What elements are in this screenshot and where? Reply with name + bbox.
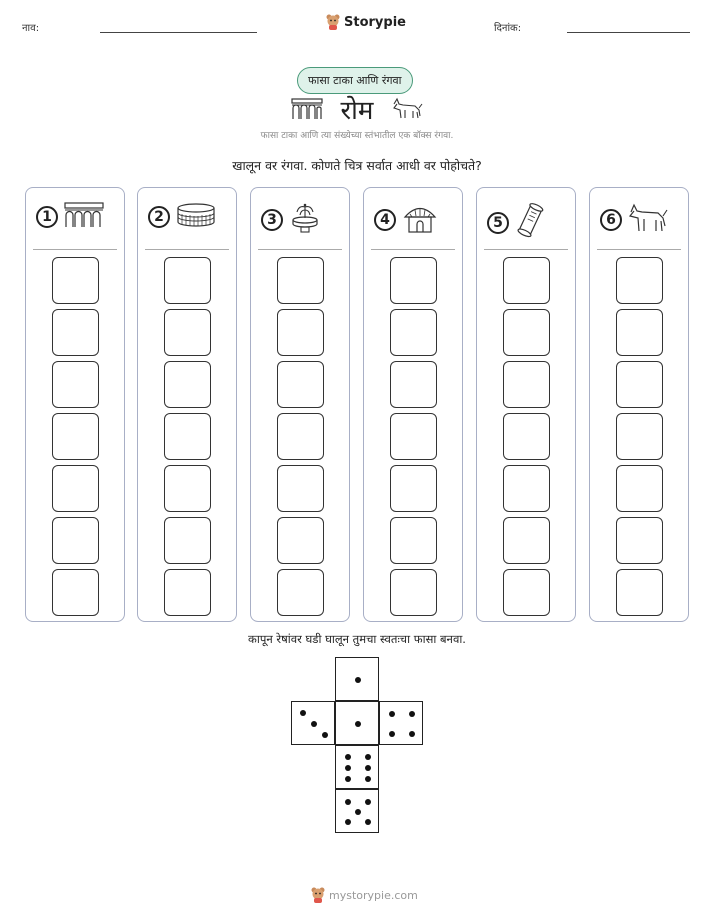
column-divider [597,249,681,250]
color-box[interactable] [164,361,211,408]
column-3 [250,187,350,622]
column-number: 4 [374,209,396,231]
column-6 [589,187,689,622]
dice-pip [300,710,306,716]
page-title: रोम [340,96,374,126]
date-line[interactable] [567,32,690,33]
dice-face [335,657,379,701]
scroll-icon [515,202,545,244]
color-box[interactable] [390,257,437,304]
color-box[interactable] [616,361,663,408]
color-box[interactable] [503,517,550,564]
bear-icon [311,887,325,903]
color-box[interactable] [52,413,99,460]
color-box[interactable] [52,257,99,304]
column-number: 2 [148,206,170,228]
color-box[interactable] [616,465,663,512]
column-divider [371,249,455,250]
dice-pip [365,765,371,771]
name-line[interactable] [100,32,257,33]
color-box[interactable] [616,517,663,564]
color-box[interactable] [164,257,211,304]
dice-face [379,701,423,745]
color-box[interactable] [503,257,550,304]
aqueduct-icon [64,202,104,232]
color-box[interactable] [503,413,550,460]
color-box[interactable] [52,361,99,408]
color-box[interactable] [616,413,663,460]
dice-face [291,701,335,745]
activity-badge: फासा टाका आणि रंगवा [297,67,413,94]
color-box[interactable] [52,465,99,512]
column-header [600,202,668,238]
dice-pip [365,819,371,825]
colosseum-icon [176,202,216,232]
brand-logo [326,14,406,30]
dice-pip [355,677,361,683]
column-header [148,202,216,232]
color-box[interactable] [52,517,99,564]
color-box[interactable] [616,257,663,304]
dice-pip [355,809,361,815]
wolf-icon [391,96,423,122]
dice-pip [345,765,351,771]
column-header [374,202,438,238]
dice-face [335,701,379,745]
dice-pip [345,776,351,782]
color-box[interactable] [616,309,663,356]
bear-icon [326,14,340,30]
color-box[interactable] [390,517,437,564]
title-row [257,91,457,127]
color-box[interactable] [52,309,99,356]
instruction: खालून वर रंगवा. कोणते चित्र सर्वात आधी वर पोहोचते? [232,158,482,173]
color-box[interactable] [390,465,437,512]
color-box[interactable] [52,569,99,616]
dice-face [335,789,379,833]
color-box[interactable] [277,361,324,408]
date-label: दिनांक: [494,23,522,34]
dice-pip [389,731,395,737]
color-box[interactable] [277,465,324,512]
color-box[interactable] [164,413,211,460]
color-box[interactable] [616,569,663,616]
dice-pip [345,754,351,760]
color-box[interactable] [277,257,324,304]
column-header [36,202,104,232]
dice-face [335,745,379,789]
column-number: 3 [261,209,283,231]
color-box[interactable] [277,309,324,356]
color-box[interactable] [164,309,211,356]
dice-pip [322,732,328,738]
color-box[interactable] [503,465,550,512]
aqueduct-icon [291,98,323,120]
column-header [261,202,321,238]
column-5 [476,187,576,622]
color-box[interactable] [390,413,437,460]
column-header [487,202,545,244]
footer-site: mystorypie.com [329,888,418,902]
wolf-icon [628,202,668,238]
column-number: 1 [36,206,58,228]
column-divider [33,249,117,250]
color-box[interactable] [503,569,550,616]
color-box[interactable] [390,569,437,616]
color-box[interactable] [164,517,211,564]
hut-icon [402,202,438,238]
dice-pip [355,721,361,727]
brand-name: Storypie [344,14,406,30]
color-box[interactable] [277,413,324,460]
dice-pip [345,819,351,825]
column-1 [25,187,125,622]
color-box[interactable] [390,361,437,408]
column-number: 6 [600,209,622,231]
name-label: नाव: [22,23,40,34]
column-divider [258,249,342,250]
color-box[interactable] [503,361,550,408]
fountain-icon [289,202,321,238]
column-divider [145,249,229,250]
color-box[interactable] [277,569,324,616]
dice-pip [365,799,371,805]
dice-pip [409,711,415,717]
color-box[interactable] [277,517,324,564]
footer [311,887,418,903]
column-4 [363,187,463,622]
dice-pip [311,721,317,727]
dice-pip [409,731,415,737]
subtitle: फासा टाका आणि त्या संख्येच्या स्तंभातील एक बॉक्स रंगवा. [260,131,454,141]
color-box[interactable] [164,465,211,512]
color-box[interactable] [164,569,211,616]
dice-pip [365,754,371,760]
dice-pip [389,711,395,717]
column-number: 5 [487,212,509,234]
color-box[interactable] [390,309,437,356]
column-2 [137,187,237,622]
dice-pip [345,799,351,805]
dice-pip [365,776,371,782]
color-box[interactable] [503,309,550,356]
column-divider [484,249,568,250]
dice-instruction: कापून रेषांवर घडी घालून तुमचा स्वतःचा फासा बनवा. [248,632,466,646]
